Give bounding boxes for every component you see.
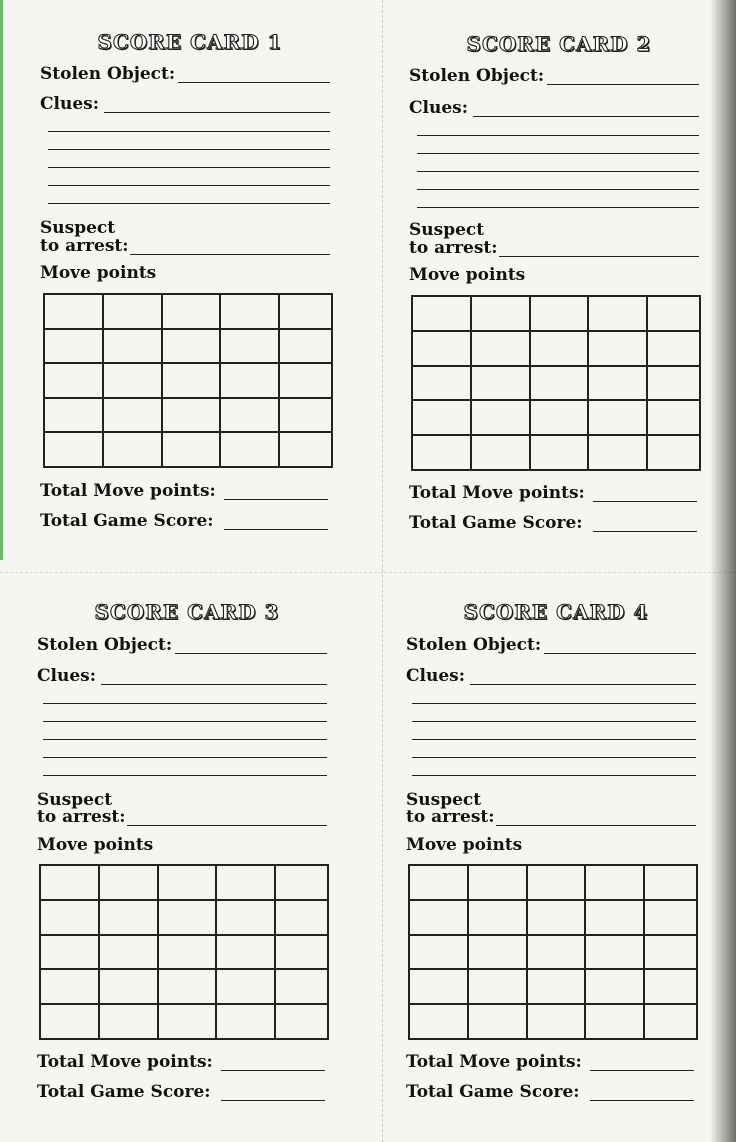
move-points-cell[interactable] (468, 935, 527, 970)
move-points-cell[interactable] (468, 969, 527, 1004)
total-game-score-label: Total Game Score: (409, 513, 583, 533)
move-points-cell[interactable] (99, 969, 158, 1004)
grid-row (409, 900, 697, 935)
move-points-cell[interactable] (220, 329, 279, 364)
stolen-object-field[interactable] (178, 82, 330, 83)
move-points-cell[interactable] (216, 865, 275, 900)
to-arrest-label: to arrest: (40, 236, 129, 256)
move-points-cell[interactable] (162, 363, 221, 398)
grid-row (412, 435, 700, 470)
clues-field-5[interactable] (417, 189, 699, 190)
stolen-object-label: Stolen Object: (40, 64, 176, 84)
suspect-label: Suspect (40, 218, 116, 238)
horizontal-cut-line (0, 572, 736, 573)
move-points-cell[interactable] (585, 935, 644, 970)
move-points-grid[interactable] (411, 295, 701, 471)
suspect-field[interactable] (496, 825, 696, 826)
move-points-cell[interactable] (409, 969, 468, 1004)
move-points-cell[interactable] (44, 398, 103, 433)
move-points-cell[interactable] (585, 1004, 644, 1039)
move-points-cell[interactable] (471, 366, 530, 401)
card-title: SCORE CARD 4 (463, 600, 649, 624)
total-move-points-label: Total Move points: (40, 481, 216, 501)
clues-field-3[interactable] (48, 149, 330, 150)
move-points-cell[interactable] (103, 432, 162, 467)
total-game-score-field[interactable] (224, 529, 328, 530)
move-points-cell[interactable] (412, 435, 471, 470)
move-points-cell[interactable] (162, 329, 221, 364)
card-title: SCORE CARD 1 (97, 30, 283, 54)
move-points-cell[interactable] (158, 1004, 217, 1039)
grid-row (44, 294, 332, 329)
move-points-cell[interactable] (162, 432, 221, 467)
score-card-2 (409, 32, 709, 572)
stolen-object-field[interactable] (547, 84, 699, 85)
move-points-cell[interactable] (162, 398, 221, 433)
move-points-grid[interactable] (43, 293, 333, 468)
move-points-cell[interactable] (409, 865, 468, 900)
move-points-cell[interactable] (220, 398, 279, 433)
total-move-points-field[interactable] (590, 1070, 694, 1071)
move-points-cell[interactable] (158, 969, 217, 1004)
grid-row (409, 865, 697, 900)
move-points-cell[interactable] (588, 366, 647, 401)
clues-field-6[interactable] (412, 775, 696, 776)
move-points-cell[interactable] (44, 294, 103, 329)
clues-field-4[interactable] (43, 739, 327, 740)
move-points-cell[interactable] (158, 935, 217, 970)
clues-field-2[interactable] (417, 135, 699, 136)
move-points-cell[interactable] (40, 969, 99, 1004)
move-points-cell[interactable] (644, 900, 697, 935)
move-points-cell[interactable] (527, 969, 586, 1004)
move-points-cell[interactable] (409, 1004, 468, 1039)
move-points-cell[interactable] (588, 331, 647, 366)
move-points-cell[interactable] (588, 400, 647, 435)
move-points-cell[interactable] (216, 900, 275, 935)
move-points-cell[interactable] (158, 900, 217, 935)
clues-field-5[interactable] (412, 757, 696, 758)
move-points-cell[interactable] (44, 432, 103, 467)
move-points-cell[interactable] (412, 366, 471, 401)
move-points-cell[interactable] (412, 296, 471, 331)
grid-row (409, 969, 697, 1004)
clues-field-1[interactable] (470, 684, 696, 685)
move-points-cell[interactable] (530, 296, 589, 331)
total-game-score-field[interactable] (590, 1100, 694, 1101)
move-points-cell[interactable] (644, 969, 697, 1004)
suspect-label: Suspect (406, 790, 482, 810)
move-points-cell[interactable] (275, 935, 328, 970)
grid-row (40, 900, 328, 935)
move-points-cell[interactable] (275, 865, 328, 900)
clues-field-6[interactable] (417, 207, 699, 208)
grid-row (44, 363, 332, 398)
move-points-grid[interactable] (408, 864, 698, 1040)
score-card-4 (406, 600, 706, 1140)
move-points-cell[interactable] (471, 435, 530, 470)
move-points-cell[interactable] (527, 1004, 586, 1039)
to-arrest-label: to arrest: (409, 238, 498, 258)
clues-field-1[interactable] (104, 112, 330, 113)
move-points-cell[interactable] (216, 935, 275, 970)
clues-field-2[interactable] (43, 703, 327, 704)
clues-field-3[interactable] (417, 153, 699, 154)
move-points-cell[interactable] (468, 865, 527, 900)
move-points-cell[interactable] (585, 865, 644, 900)
move-points-cell[interactable] (471, 400, 530, 435)
move-points-cell[interactable] (220, 363, 279, 398)
clues-field-2[interactable] (48, 131, 330, 132)
grid-row (44, 398, 332, 433)
move-points-cell[interactable] (647, 400, 700, 435)
stolen-object-label: Stolen Object: (406, 635, 542, 655)
move-points-cell[interactable] (162, 294, 221, 329)
clues-field-4[interactable] (412, 739, 696, 740)
move-points-cell[interactable] (530, 400, 589, 435)
suspect-label: Suspect (37, 790, 113, 810)
grid-row (40, 935, 328, 970)
move-points-cell[interactable] (99, 1004, 158, 1039)
green-edge (0, 0, 3, 560)
grid-row (412, 331, 700, 366)
move-points-grid[interactable] (39, 864, 329, 1040)
grid-row (40, 1004, 328, 1039)
move-points-cell[interactable] (471, 296, 530, 331)
clues-field-4[interactable] (417, 171, 699, 172)
move-points-cell[interactable] (103, 329, 162, 364)
clues-label: Clues: (409, 98, 469, 118)
total-game-score-field[interactable] (593, 531, 697, 532)
grid-row (409, 1004, 697, 1039)
move-points-label: Move points (406, 835, 523, 855)
total-move-points-label: Total Move points: (37, 1052, 213, 1072)
move-points-cell[interactable] (99, 865, 158, 900)
total-move-points-label: Total Move points: (406, 1052, 582, 1072)
move-points-cell[interactable] (644, 865, 697, 900)
move-points-cell[interactable] (44, 363, 103, 398)
clues-field-5[interactable] (48, 185, 330, 186)
move-points-cell[interactable] (279, 363, 332, 398)
move-points-cell[interactable] (588, 435, 647, 470)
move-points-cell[interactable] (409, 935, 468, 970)
move-points-cell[interactable] (468, 900, 527, 935)
move-points-cell[interactable] (527, 900, 586, 935)
total-game-score-label: Total Game Score: (40, 511, 214, 531)
total-move-points-label: Total Move points: (409, 483, 585, 503)
move-points-cell[interactable] (530, 366, 589, 401)
move-points-cell[interactable] (527, 935, 586, 970)
move-points-cell[interactable] (647, 331, 700, 366)
clues-field-6[interactable] (48, 203, 330, 204)
vertical-cut-line (382, 0, 383, 1142)
move-points-cell[interactable] (527, 865, 586, 900)
clues-field-4[interactable] (48, 167, 330, 168)
total-move-points-field[interactable] (593, 501, 697, 502)
move-points-cell[interactable] (40, 935, 99, 970)
move-points-cell[interactable] (275, 1004, 328, 1039)
move-points-cell[interactable] (279, 398, 332, 433)
move-points-cell[interactable] (409, 900, 468, 935)
suspect-field[interactable] (499, 256, 699, 257)
to-arrest-label: to arrest: (37, 807, 126, 827)
stolen-object-field[interactable] (544, 653, 696, 654)
move-points-cell[interactable] (468, 1004, 527, 1039)
move-points-cell[interactable] (158, 865, 217, 900)
move-points-cell[interactable] (412, 331, 471, 366)
move-points-cell[interactable] (220, 294, 279, 329)
score-card-3 (37, 600, 337, 1140)
move-points-cell[interactable] (279, 432, 332, 467)
move-points-cell[interactable] (530, 435, 589, 470)
clues-label: Clues: (406, 666, 466, 686)
move-points-cell[interactable] (275, 900, 328, 935)
move-points-cell[interactable] (647, 296, 700, 331)
score-card-1 (40, 30, 340, 570)
move-points-cell[interactable] (103, 294, 162, 329)
grid-row (44, 329, 332, 364)
move-points-cell[interactable] (40, 865, 99, 900)
move-points-cell[interactable] (40, 900, 99, 935)
suspect-field[interactable] (127, 825, 327, 826)
move-points-cell[interactable] (412, 400, 471, 435)
clues-field-2[interactable] (412, 703, 696, 704)
move-points-cell[interactable] (216, 969, 275, 1004)
move-points-cell[interactable] (44, 329, 103, 364)
total-game-score-field[interactable] (221, 1100, 325, 1101)
suspect-label: Suspect (409, 220, 485, 240)
clues-label: Clues: (40, 94, 100, 114)
grid-row (40, 969, 328, 1004)
clues-field-3[interactable] (412, 721, 696, 722)
move-points-cell[interactable] (585, 969, 644, 1004)
move-points-cell[interactable] (644, 1004, 697, 1039)
move-points-cell[interactable] (275, 969, 328, 1004)
clues-label: Clues: (37, 666, 97, 686)
clues-field-6[interactable] (43, 775, 327, 776)
move-points-cell[interactable] (103, 363, 162, 398)
card-title: SCORE CARD 3 (94, 600, 280, 624)
move-points-cell[interactable] (644, 935, 697, 970)
grid-row (412, 400, 700, 435)
move-points-label: Move points (409, 265, 526, 285)
total-move-points-field[interactable] (221, 1070, 325, 1071)
suspect-field[interactable] (130, 254, 330, 255)
move-points-cell[interactable] (471, 331, 530, 366)
move-points-label: Move points (40, 263, 157, 283)
grid-row (40, 865, 328, 900)
total-game-score-label: Total Game Score: (406, 1082, 580, 1102)
move-points-cell[interactable] (585, 900, 644, 935)
total-move-points-field[interactable] (224, 499, 328, 500)
move-points-cell[interactable] (647, 366, 700, 401)
stolen-object-field[interactable] (175, 653, 327, 654)
move-points-cell[interactable] (279, 329, 332, 364)
move-points-cell[interactable] (99, 900, 158, 935)
card-title: SCORE CARD 2 (466, 32, 652, 56)
move-points-label: Move points (37, 835, 154, 855)
move-points-cell[interactable] (220, 432, 279, 467)
total-game-score-label: Total Game Score: (37, 1082, 211, 1102)
move-points-cell[interactable] (216, 1004, 275, 1039)
move-points-cell[interactable] (530, 331, 589, 366)
clues-field-5[interactable] (43, 757, 327, 758)
clues-field-1[interactable] (101, 684, 327, 685)
page-edge-shadow (710, 0, 736, 1142)
move-points-cell[interactable] (279, 294, 332, 329)
move-points-cell[interactable] (647, 435, 700, 470)
grid-row (44, 432, 332, 467)
grid-row (409, 935, 697, 970)
move-points-cell[interactable] (99, 935, 158, 970)
grid-row (412, 366, 700, 401)
grid-row (412, 296, 700, 331)
move-points-cell[interactable] (103, 398, 162, 433)
clues-field-1[interactable] (473, 116, 699, 117)
stolen-object-label: Stolen Object: (37, 635, 173, 655)
move-points-cell[interactable] (588, 296, 647, 331)
clues-field-3[interactable] (43, 721, 327, 722)
to-arrest-label: to arrest: (406, 807, 495, 827)
stolen-object-label: Stolen Object: (409, 66, 545, 86)
move-points-cell[interactable] (40, 1004, 99, 1039)
